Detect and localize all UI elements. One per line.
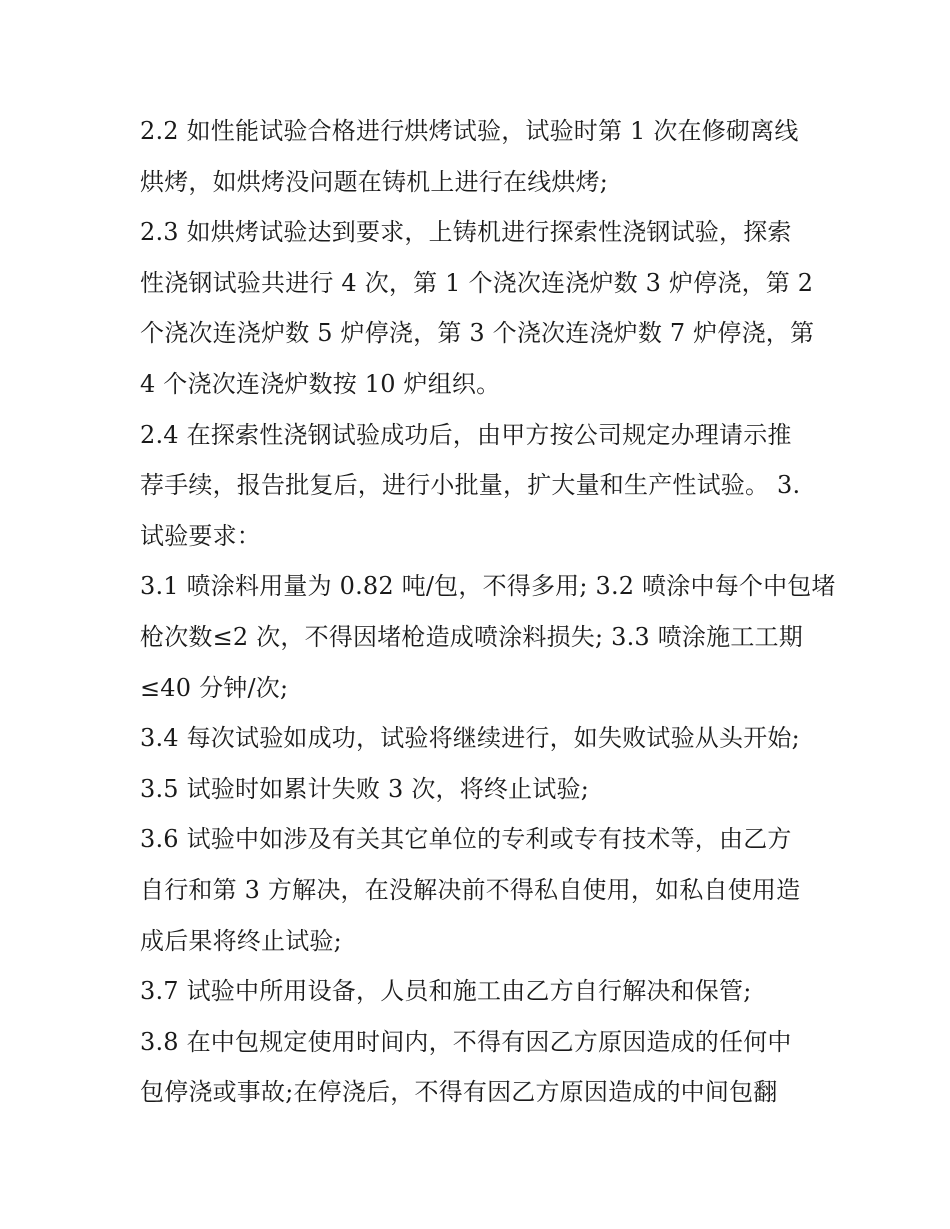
text-line: 枪次数≤2 次，不得因堵枪造成喷涂料损失; 3.3 喷涂施工工期 [140,622,803,651]
text-line: 荐手续，报告批复后，进行小批量，扩大量和生产性试验。 3. [140,471,801,500]
text-line: 3.4 每次试验如成功，试验将继续进行，如失败试验从头开始; [140,724,800,753]
text-line: 3.1 喷涂料用量为 0.82 吨/包，不得多用; 3.2 喷涂中每个中包堵 [140,572,836,601]
text-line: 自行和第 3 方解决，在没解决前不得私自使用，如私自使用造 [140,875,801,904]
text-line: 包停浇或事故;在停浇后，不得有因乙方原因造成的中间包翻 [140,1078,778,1107]
text-line: 成后果将终止试验; [140,926,342,955]
text-line: 4 个浇次连浇炉数按 10 炉组织。 [140,369,501,398]
text-line: 2.4 在探索性浇钢试验成功后，由甲方按公司规定办理请示推 [140,420,792,449]
document-body [140,106,836,1118]
text-line: 3.7 试验中所用设备，人员和施工由乙方自行解决和保管; [140,977,752,1006]
text-line: 3.8 在中包规定使用时间内，不得有因乙方原因造成的任何中 [140,1027,792,1056]
text-line: 性浇钢试验共进行 4 次，第 1 个浇次连浇炉数 3 炉停浇，第 2 [140,268,814,297]
text-line: 个浇次连浇炉数 5 炉停浇，第 3 个浇次连浇炉数 7 炉停浇，第 [140,319,815,348]
text-line: 试验要求： [140,521,261,550]
text-line: 3.6 试验中如涉及有关其它单位的专利或专有技术等，由乙方 [140,825,792,854]
text-line: ≤40 分钟/次; [140,673,289,702]
text-line: 2.2 如性能试验合格进行烘烤试验，试验时第 1 次在修砌离线 [140,117,799,145]
text-line: 2.3 如烘烤试验达到要求，上铸机进行探索性浇钢试验，探索 [140,218,792,247]
text-line: 烘烤，如烘烤没问题在铸机上进行在线烘烤; [140,167,609,196]
text-line: 3.5 试验时如累计失败 3 次，将终止试验; [140,774,590,803]
